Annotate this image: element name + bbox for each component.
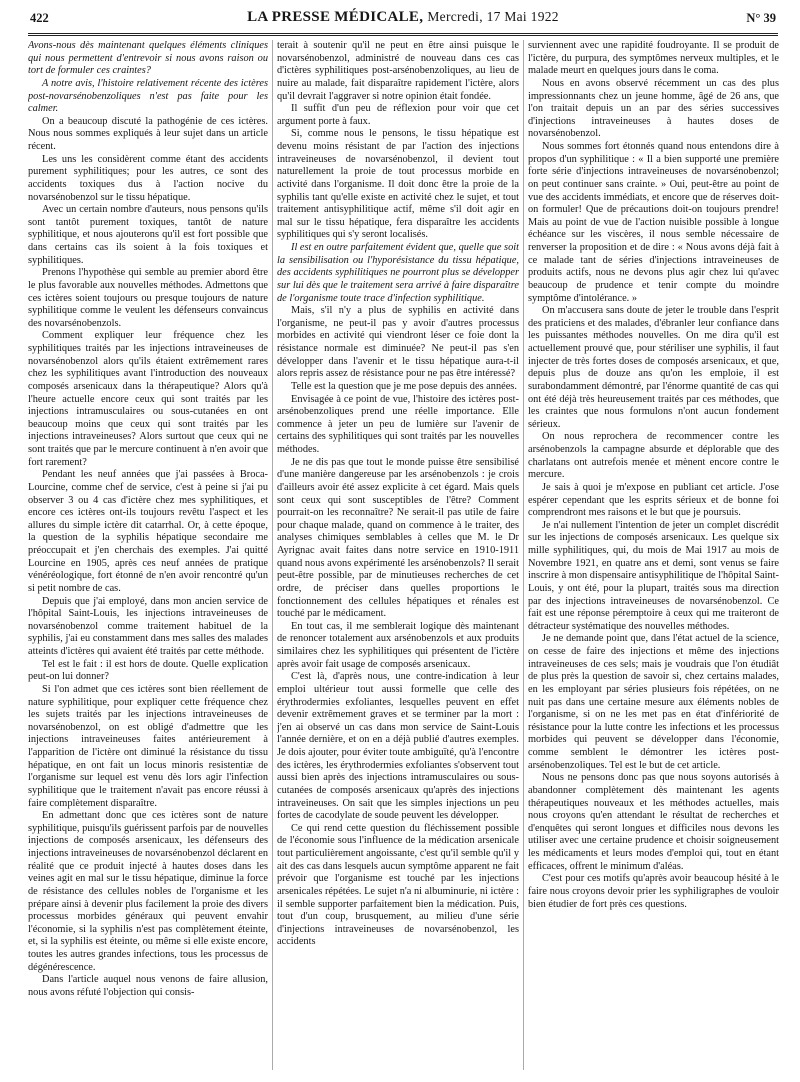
issue-number: N° 39 [746, 11, 776, 25]
paragraph: Je sais à quoi je m'expose en publiant cet article. J'ose espérer cependant que les esprits sérieux et de bonne foi comprendront mes raisons et le but que je poursuis. [528, 481, 779, 519]
paragraph: terait à soutenir qu'il ne peut en être ainsi puisque le novarsénobenzol, administré de nouveau dans ces cas d'ictères syphilitiques post-arsénobenzoliques, au lieu de nuire au malade, fait disparaître rapidement l'ictère, alors qu'il devrait l'aggraver si notre opinion était fondée. [277, 40, 519, 102]
paragraph: On m'accusera sans doute de jeter le trouble dans l'esprit des praticiens et des malades, d'ébranler leur confiance dans les puissantes méthodes nouvelles. On me dira qu'il est actuellement prouvé que, pour stériliser une syphilis, il faut injecter de très fortes doses de composés arsenicaux, et que, depuis plus de douze ans qu'on les emploie, il est surabondamment démontré, par l'énorme quantité de cas qui ont été déjà très heureusement traités par ces méthodes, que les craintes que nous formulons n'ont aucun fondement sérieux. [528, 305, 779, 430]
paragraph: C'est là, d'après nous, une contre-indication à leur emploi ultérieur tout aussi formelle que celle des érythrodermies exfoliantes, lesquelles peuvent en effet devenir extrêmement graves et se terminer par la mort : j'en ai observé un cas dans mon service de Saint-Louis l'année dernière, et on en a déjà publié d'autres exemples. Je dois ajouter, pour éviter toute ambiguïté, qu'à l'encontre des ictères, les érythrodermies exfoliantes s'observent tout aussi bien après des injections intramusculaires ou sous-cutanées de composés arsenicaux qu'après des injections intraveineuses. On sait que les simples injections un peu fortes de cacodylate de soude peuvent les développer. [277, 671, 519, 822]
header-rule-lower [28, 35, 778, 36]
paragraph: On nous reprochera de recommencer contre les arsénobenzols la campagne absurde et déplorable que des charlatans ont autrefois menée et mènent encore contre le mercure. [528, 431, 779, 481]
paragraph: Il suffit d'un peu de réflexion pour voir que cet argument porte à faux. [277, 103, 519, 127]
paragraph: Avec un certain nombre d'auteurs, nous pensons qu'ils sont tantôt purement toxiques, tantôt de nature syphilitique, et nous ajouterons qu'il est fort possible que dans certains cas ils soient à la fois toxiques et syphilitiques. [28, 204, 268, 266]
paragraph: Je ne dis pas que tout le monde puisse être sensibilisé d'une manière dangereuse par les arsénobenzols : je crois d'ailleurs avoir été assez explicite à cet égard. Mais quels sont ceux qui sont susceptibles de l'être? Comment pourrait-on les reconnaître? Ne serait-il pas utile de faire pour chaque malade, quand on commence à le traiter, des analyses chimiques semblables à celles que M. le Dr Ayrignac avait faites dans notre service en 1910-1911 quand nous avons expérimenté les arsénobenzols? Il serait peut-être possible, par de minutieuses recherches de cet ordre, de préciser dans quelles proportions le fonctionnement des cellules hépatiques et rénales est touché par le médicament. [277, 456, 519, 620]
paragraph: Nous en avons observé récemment un cas des plus impressionnants chez un jeune homme, âgé de 26 ans, que l'on traitait depuis un an par des séries successives d'injections intraveineuses à hautes doses de novarsénobenzol. [528, 77, 779, 140]
paragraph: Les uns les considèrent comme étant des accidents purement syphilitiques; pour les autres, ce sont des accidents toxiques dus à l'action nocive du novarsénobenzol sur le tissu hépatique. [28, 153, 268, 203]
text-column-1 [28, 40, 268, 1072]
journal-title-line [28, 9, 778, 26]
paragraph: Si, comme nous le pensons, le tissu hépatique est devenu moins résistant de par l'action des injections intraveineuses de novarsénobenzol, il devient tout naturellement la proie de tout processus morbide en activité dans l'organisme. Il doit donc être la proie de la syphilis tant qu'elle existe en activité chez le sujet, et tout traitement antisyphilitique actif, même s'il doit agir en mal sur le tissu hépatique, fera disparaître les accidents syphilitiques qui s'y seront localisés. [277, 128, 519, 241]
paragraph: A notre avis, l'histoire relativement récente des ictères post-novarsénobenzoliques n'est pas faite pour les calmer. [28, 77, 268, 115]
paragraph: Dans l'article auquel nous venons de faire allusion, nous avons réfuté l'objection qui consis- [28, 974, 268, 998]
paragraph: Telle est la question que je me pose depuis des années. [291, 380, 517, 392]
paragraph: Tel est le fait : il est hors de doute. Quelle explication peut-on lui donner? [28, 658, 268, 683]
paragraph: Nous sommes fort étonnés quand nous entendons dire à propos d'un syphilitique : « Il a bien supporté une première forte série d'injections intraveineuses de novarsénobenzol; on peut continuer sans crainte. » Oui, peut-être au point de vue des accidents immédiats, et encore que de réserves doit-on formuler! Que de précautions doit-on toujours prendre! Mais au point de vue de l'action nuisible possible à longue échéance sur les viscères, il nous semble nécessaire de renverser la proposition et de dire : « Nous avons déjà fait à ce malade tant de séries d'injections intraveineuses de produits actifs, nous ne devons plus agir chez lui qu'avec beaucoup de prudence et tenir compte du moindre symptôme d'intolérance. » [528, 141, 779, 304]
column-separator [523, 40, 524, 1070]
paragraph: On a beaucoup discuté la pathogénie de ces ictères. Nous nous sommes expliqués à leur sujet dans un article récent. [28, 115, 268, 152]
page-number: 422 [30, 11, 49, 25]
paragraph: Prenons l'hypothèse qui semble au premier abord être le plus favorable aux nouvelles méthodes. Admettons que ces ictères soient toujours ou presque toujours de nature syphilitique comme le veulent les défenseurs convaincus des novarsénobenzols. [28, 267, 268, 329]
paragraph: Je ne demande point que, dans l'état actuel de la science, on cesse de faire des injections et même des injections intraveineuses de ces sels; mais je voudrais que l'on étudiât de plus près la question de savoir si, chez certains malades, en les employant par séries plusieurs fois répétées, on ne nuit pas dans une certaine mesure aux éléments nobles de l'organisme, si on ne les met pas en état d'infériorité de résistance pour la lutte contre les infections et les processus morbides qui peuvent se développer dans l'économie, comme semblent le démontrer les ictères post-arsénobenzoliques. Tel est le but de cet article. [528, 633, 779, 771]
paragraph: Ce qui rend cette question du fléchissement possible de l'économie sous l'influence de la médication arsenicale tout particulièrement angoissante, c'est qu'il semble qu'il y ait des cas dans lesquels aucun symptôme apparent ne fait prévoir que l'organisme est touché par les injections arsenicales répétées. Le sujet n'a ni albuminurie, ni ictère : il semble supporter parfaitement bien la médication. Puis, tout d'un coup, brusquement, au milieu d'une série d'injections intraveineuses de novarsénobenzol, les accidents [277, 822, 519, 948]
paragraph: Il est en outre parfaitement évident que, quelle que soit la sensibilisation ou l'hyporésistance du tissu hépatique, des accidents syphilitiques ne pourront plus se développer sur lui dès que le traitement sera arrivé à faire disparaître de l'organisme toute trace d'infection syphilitique. [277, 242, 519, 304]
paragraph: Avons-nous dès maintenant quelques éléments cliniques qui nous permettent d'entrevoir si nous avons raison ou tort de formuler ces craintes? [28, 40, 268, 77]
paragraph: Comment expliquer leur fréquence chez les syphilitiques traités par les injections intraveineuses de novarsénobenzol alors qu'ils étaient extrêmement rares chez les syphilitiques avant l'introduction des nouveaux composés arsenicaux dans la thérapeutique? Alors qu'à l'heure actuelle encore ceux qui sont traités par les injections intramusculaires ou sous-cutanées en ont beaucoup moins que ceux qui sont traités par les injections intraveineuses? Alors surtout que ceux qui ne sont traités que par le mercure continuent à n'en avoir que fort rarement? [28, 330, 268, 468]
running-header [28, 8, 778, 30]
paragraph: C'est pour ces motifs qu'après avoir beaucoup hésité à le faire nous croyons devoir prier les syphiligraphes de vouloir bien étudier de fort près ces questions. [528, 873, 779, 910]
text-column-2 [277, 40, 519, 1072]
journal-name: LA PRESSE MÉDICALE, [247, 9, 424, 25]
text-column-3 [528, 40, 779, 1072]
paragraph: Pendant les neuf années que j'ai passées à Broca-Lourcine, comme chef de service, c'est à peine si j'ai pu observer 3 ou 4 cas d'ictère chez mes syphilitiques, et encore ces ictères ont-ils toujours revêtu l'aspect et les allures du simple ictère dit catarrhal. Or, à cette époque, la question de la syphilis hépatique secondaire me préoccupait et j'en cherchais des exemples. J'ai quitté Lourcine en 1905, après ces neuf années de pratique vénéréologique, fort étonné de n'en avoir rencontré qu'un si petit nombre de cas. [28, 469, 268, 594]
paragraph: Si l'on admet que ces ictères sont bien réellement de nature syphilitique, pour expliquer cette fréquence chez les sujets traités par les injections intraveineuses de novarsénobenzol, on est obligé d'admettre que les injections intraveineuses faites antérieurement à l'apparition de l'ictère ont diminué la résistance du tissu hépatique, en ont fait un locus minoris resistentiæ de l'organisme sur lequel est venu dès lors agir l'infection syphilitique que le traitement n'avait pas encore réussi à faire complètement disparaître. [28, 683, 268, 809]
header-rule [28, 33, 778, 34]
paragraph: surviennent avec une rapidité foudroyante. Il se produit de l'ictère, du purpura, des symptômes nerveux multiples, et le malade meurt en quelques jours dans le coma. [528, 40, 779, 77]
column-separator [272, 40, 273, 1070]
paragraph: Nous ne pensons donc pas que nous soyons autorisés à abandonner complètement dès maintenant les agents thérapeutiques nouveaux et les méthodes actuelles, mais nous croyons qu'en attendant le résultat de recherches et d'enquêtes qui seront longues et difficiles nous devons les utiliser avec une certaine prudence et choisir soigneusement les médicaments et leurs modes d'emploi qui, tout en étant efficaces, offrent le minimum d'aléas. [528, 772, 779, 872]
paragraph: En tout cas, il me semblerait logique dès maintenant de renoncer totalement aux arsénobenzols et aux produits similaires chez les syphilitiques qui présentent de l'ictère après avoir fait usage de composés arsenicaux. [277, 620, 519, 670]
issue-date: Mercredi, 17 Mai 1922 [427, 9, 559, 24]
paragraph: Mais, s'il n'y a plus de syphilis en activité dans l'organisme, ne peut-il pas y avoir d'autres processus morbides en activité qui viendront léser ce foie dont la résistance normale est diminuée? Ne peut-il pas s'en développer dans l'avenir et le tissu hépatique aura-t-il alors repris assez de résistance pour ne pas être intéressé? [277, 305, 519, 380]
paragraph: Depuis que j'ai employé, dans mon ancien service de l'hôpital Saint-Louis, les injections intraveineuses de novarsénobenzol comme traitement habituel de la syphilis, j'ai eu constamment dans mes salles des malades atteints d'ictères qui avaient été traités par cette méthode. [28, 595, 268, 657]
paragraph: Envisagée à ce point de vue, l'histoire des ictères post-arsénobenzoliques prend une réelle importance. Elle commence à jeter un peu de lumière sur l'avenir de certains des syphilitiques qui sont traités par les nouvelles méthodes. [277, 393, 519, 455]
paragraph: En admettant donc que ces ictères sont de nature syphilitique, puisqu'ils guérissent parfois par de nouvelles injections de composés arsenicaux, les défenseurs des injections intraveineuses de novarsénobenzol déclarent en réalité que ce produit injecté à hautes doses dans les veines agit en mal sur le tissu hépatique, diminue la force de résistance des cellules nobles de l'organisme et les prépare ainsi à devenir plus facilement la proie des divers processus morbides généraux qui peuvent envahir l'économie, si la syphilis n'est pas complètement éteinte, et, si la syphilis est éteinte, ou même si elle existe encore, toutes les autres grandes infections, tous les processus de dégénérescence. [28, 810, 268, 973]
paragraph: Je n'ai nullement l'intention de jeter un complet discrédit sur les injections de composés arsenicaux. Les quelque six mille syphilitiques, qui, du mois de Mai 1917 au mois de Novembre 1921, en quatre ans et demi, sont venus se faire inscrire à mon dispensaire antisyphilitique de l'hôpital Saint-Louis, y ont été, pour la plupart, traités sous ma direction par des injections intraveineuses de novarsénobenzol. Ce fait est une réponse péremptoire à ceux qui me traiteront de détracteur systématique des nouvelles méthodes. [528, 519, 779, 632]
